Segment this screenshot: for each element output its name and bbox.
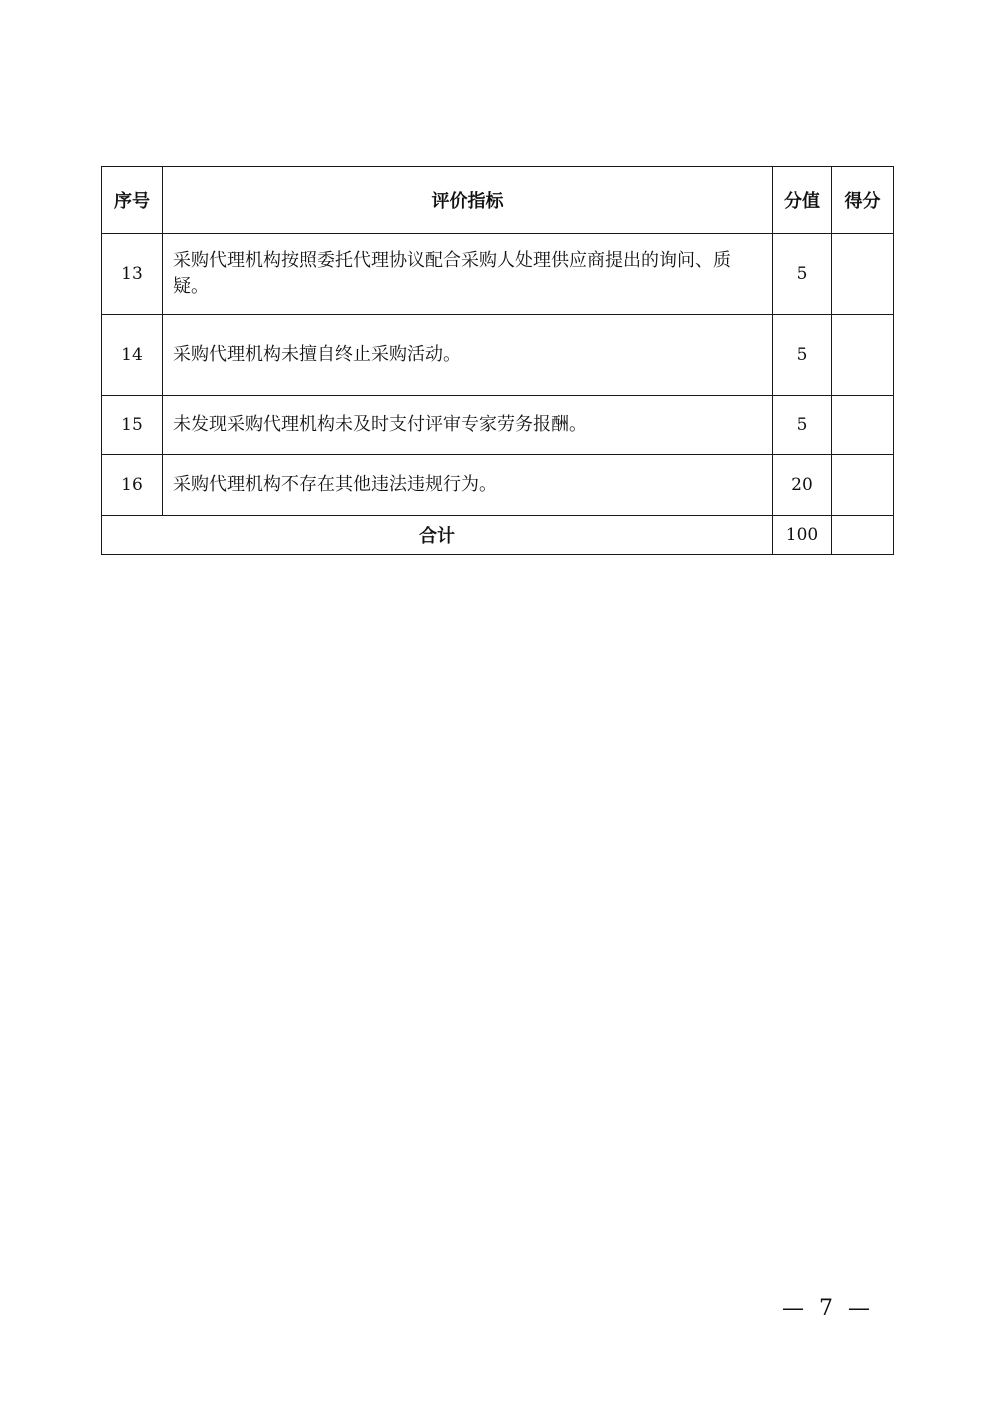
header-score: 得分 xyxy=(832,167,894,234)
table-row xyxy=(102,455,894,516)
row-score xyxy=(832,315,894,396)
row-indicator: 采购代理机构未擅自终止采购活动。 xyxy=(163,315,773,396)
evaluation-table xyxy=(101,166,894,555)
table-row xyxy=(102,315,894,396)
header-value: 分值 xyxy=(773,167,832,234)
row-value: 5 xyxy=(773,396,832,455)
page-number: — 7 — xyxy=(782,1296,874,1321)
row-indicator: 采购代理机构不存在其他违法违规行为。 xyxy=(163,455,773,516)
row-score xyxy=(832,455,894,516)
header-no: 序号 xyxy=(102,167,163,234)
row-score xyxy=(832,396,894,455)
row-no: 14 xyxy=(102,315,163,396)
total-row xyxy=(102,516,894,555)
row-value: 20 xyxy=(773,455,832,516)
table-row xyxy=(102,234,894,315)
row-indicator: 未发现采购代理机构未及时支付评审专家劳务报酬。 xyxy=(163,396,773,455)
table-row xyxy=(102,396,894,455)
header-indicator: 评价指标 xyxy=(163,167,773,234)
row-no: 16 xyxy=(102,455,163,516)
total-label: 合计 xyxy=(102,516,773,555)
row-no: 13 xyxy=(102,234,163,315)
row-indicator: 采购代理机构按照委托代理协议配合采购人处理供应商提出的询问、质疑。 xyxy=(163,234,773,315)
row-value: 5 xyxy=(773,234,832,315)
row-no: 15 xyxy=(102,396,163,455)
row-score xyxy=(832,234,894,315)
total-score xyxy=(832,516,894,555)
row-value: 5 xyxy=(773,315,832,396)
total-value: 100 xyxy=(773,516,832,555)
table-header-row xyxy=(102,167,894,234)
